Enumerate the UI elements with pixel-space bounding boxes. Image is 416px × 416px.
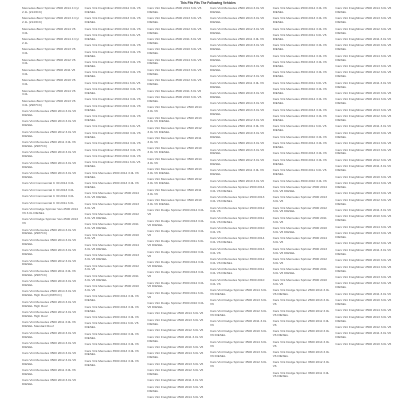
vehicle-entry: Cars Vint Mercedes 3500 2014 3.0L V6 (84, 342, 139, 347)
vehicle-entry: Cars Vint Freightliner 3500 2011 3.0L V6 DIESEL (84, 160, 141, 169)
vehicle-entry: Cars Vint Mercedes 2500 2013 3.0L V6 DIESEL (210, 107, 265, 116)
vehicle-entry: Cars Vint Mercedes 3500 2012 3.0L V6 DIESEL (147, 78, 202, 87)
vehicle-entry: Cars Vint Freightliner 2500 2013 3.0L V6 (335, 107, 392, 112)
vehicle-entry: Cars Vint Mercedes Sprinter 3500 2014 3.0L V6 DIESEL (210, 236, 265, 245)
vehicle-entry: Cars Vint Mercedes 3500 2013 3.0L V6 DIESEL (210, 63, 265, 72)
vehicle-entry: Cars Vint Mercedes 3500 2014 3.0L V6 DIESEL (272, 141, 327, 150)
vehicle-entry: Cars Vint Freightliner 3500 2014 3.0L V6 (335, 308, 392, 313)
vehicle-entry: Cars Vint Freightliner 2500 2012 3.0L V6 (84, 26, 141, 31)
vehicle-entry: Cars Vint Freightliner 3500 2012 3.0L V6 (335, 241, 392, 246)
vehicle-entry: Cars Vint Mercedes Sprinter 2500 2014 3.0L V6 DIESEL (84, 191, 139, 200)
vehicle-entry: Cars Vint Mercedes Sprinter 3500 2014 3.0L V6 (272, 236, 327, 245)
vehicle-entry: Cars Vint Mercedes 3500 2010 3.0L V6 DIESEL (22, 279, 77, 288)
vehicle-entry: Cars Vint Mercedes 3500 2014 3.0L V6 DIESEL (22, 160, 77, 169)
vehicle-entry: Cars Vint Mercedes 3500 2011 3.0L V6 DIESEL (2987CC) (22, 268, 76, 277)
vehicle-entry: Cars Vint Mercedes 3500 2012 3.0L V6 DIESEL (272, 157, 327, 166)
vehicle-entry: Cars Vint Freightliner 2500 2013 3.0L V6 DIESEL (84, 103, 141, 112)
vehicle-entry: Cars Vint Freightliner 2500 2010 3.0L V6 DIESEL (335, 130, 392, 139)
vehicle-entry: Cars Vint Mercedes 2500 2012 3.0L V6 (210, 118, 265, 123)
fitment-column (335, 7, 394, 402)
vehicle-entry: Cars Vint Freightliner 3500 2012 3.0L V6 DIESEL (84, 70, 141, 79)
vehicle-entry: Cars Vint Mercedes 3500 2014 3.0L V6 DIESEL (22, 341, 77, 349)
vehicle-entry: Cars Vint Mercedes 3500 2014 3.0L V6 DIESEL (22, 237, 77, 246)
vehicle-entry: Cars Vint Freightliner 2500 2011 3.0L V6 (335, 36, 392, 41)
vehicle-entry: Cars Vint Mercedes 2500 2013 3.0L V6 DIESEL (272, 16, 327, 25)
vehicle-entry: Cars Vint Dodge Sprinter 3500 2012 3.0L V6 (210, 360, 267, 369)
vehicle-entry: Mercedes-Benz Sprinter 2500 2013 V6 3.0L (2987CC) (22, 98, 76, 107)
vehicle-entry: Cars Vint Mercedes 2500 2013 3.0L V6 DIESEL High Roof (22, 299, 77, 308)
vehicle-entry: Cars Vint Commercial C 30 2013 3.0L (22, 187, 75, 192)
vehicle-entry: Cars Vint Mercedes Sprinter 2500 2013 3.0L V6 DIESEL (210, 195, 265, 204)
vehicle-entry: Cars Vint Mercedes 2500 2011 3.0L V6 DIESEL Standard Roof (22, 320, 76, 329)
vehicle-entry: Cars Vint Dodge Sprinter Van 2500 2013 V6 (22, 217, 78, 226)
vehicle-entry: Cars Vint Freightliner 2500 2011 3.0L V6 DIESEL (84, 33, 141, 41)
vehicle-entry: Cars Vint Mercedes 3500 2010 3.0L V6 (210, 178, 265, 183)
vehicle-entry: Cars Vint Mercedes 2500 2011 3.0L V6 DIESEL (272, 33, 327, 41)
vehicle-entry: Cars Vint Mercedes Sprinter 3500 2013 3.0L V6 (210, 246, 265, 255)
vehicle-entry: Cars Vint Mercedes 3500 2013 3.0L V6 DIESEL (210, 147, 265, 156)
vehicle-entry: Cars Vint Dodge Sprinter 2500 2014 3.0L V6 (147, 208, 204, 217)
vehicle-entry: Cars Vint Freightliner 3500 2013 3.0L V6 DIESEL (335, 231, 392, 240)
vehicle-entry: Cars Vint Freightliner 2500 2011 3.0L V6 (335, 124, 392, 129)
vehicle-entry: Cars Vint Mercedes Sprinter 3500 2011 3.0L V6 DIESEL (84, 273, 139, 282)
vehicle-entry: Cars Vint Mercedes Sprinter 2500 2014 3.0L V6 (147, 105, 202, 114)
vehicle-entry: Cars Vint Dodge Sprinter 2500 2011 3.0L V6 DIESEL (147, 239, 204, 248)
vehicle-entry: Cars Vint Mercedes Sprinter 3500 2012 3.0L V6 (84, 263, 139, 272)
vehicle-entry: Cars Vint Freightliner 3500 2011 3.0L V6 (84, 80, 141, 85)
vehicle-entry: Cars Vint Mercedes 2500 2010 3.0L V6 DIESEL (22, 330, 77, 339)
vehicle-entry: Cars Vint Mercedes 2500 2014 3.0L V6 DIESEL (84, 170, 139, 179)
vehicle-entry: Cars Vint Mercedes 2500 2010 3.0L V6 DIESEL (22, 150, 77, 159)
vehicle-entry: Cars Vint Mercedes Sprinter 3500 2010 3.0L V6 (210, 277, 265, 286)
vehicle-entry: Cars Vint Mercedes 3500 2013 3.0L V6 DIESEL (84, 348, 139, 357)
vehicle-entry: Cars Vint Freightliner 3500 2012 3.0L V6 DIESEL (147, 368, 204, 376)
vehicle-entry: Cars Vint Mercedes Sprinter 3500 2010 3.0L V6 (272, 277, 327, 286)
vehicle-entry: Cars Vint Freightliner 2500 2013 3.0L V6 (335, 274, 392, 279)
vehicle-entry: Cars Vint Freightliner 3500 2012 3.0L V6 (335, 157, 392, 162)
vehicle-entry: Cars Vint Freightliner 3500 2013 3.0L V6 DIESEL (335, 314, 392, 323)
vehicle-entry: Cars Vint Dodge Sprinter 3500 2014 3.0L V6 (272, 339, 330, 348)
vehicle-entry: Cars Vint Freightliner 3500 2014 3.0L V6 DIESEL (335, 53, 392, 62)
vehicle-entry: Cars Vint Dodge Sprinter 2500 2012 3.0L V6 (147, 228, 204, 237)
vehicle-entry: Cars Vint Mercedes 3500 2011 3.0L V6 (272, 80, 327, 85)
vehicle-entry: Cars Vint Freightliner 3500 2010 3.0L V6 DIESEL (84, 87, 141, 95)
vehicle-entry: Cars Vint Commercial C 30 2014 3.0L (22, 181, 75, 186)
vehicle-entry: Cars Vint Freightliner 2500 2010 3.0L V6 DIESEL (335, 43, 392, 52)
vehicle-entry: Cars Vint Freightliner 2500 2010 3.0L V6 (84, 43, 141, 48)
vehicle-entry: Cars Vint Freightliner 3500 2013 3.0L V6 DIESEL (84, 60, 141, 68)
vehicle-entry: Cars Vint Mercedes Sprinter 3500 2012 3.0L V6 DIESEL (210, 257, 265, 265)
vehicle-entry: Cars Vint Freightliner 2500 2014 3.0L V6 DIESEL (335, 6, 392, 14)
vehicle-entry: Mercedes-Benz Sprinter 2500 2014 V6 3.0L (22, 26, 76, 35)
vehicle-entry: Cars Vint Mercedes Sprinter 3500 2014 3.0L V6 (147, 156, 202, 165)
vehicle-entry: Cars Vint Mercedes 2500 2014 3.0L V6 DIESEL High Roof (2987CC) (22, 289, 77, 298)
vehicle-entry: Cars Vint Mercedes Sprinter 3500 2013 3.0L V6 DIESEL (147, 167, 202, 175)
vehicle-entry: Cars Vint Freightliner 2500 2010 3.0L V6 DIESEL (84, 130, 141, 139)
vehicle-entry: Cars Vint Mercedes Sprinter 2500 2014 3.0L V6 DIESEL (210, 184, 265, 193)
vehicle-entry: Cars Vint Mercedes 2500 2014 3.0L V6 DIESEL (272, 97, 327, 106)
vehicle-entry: Cars Vint Freightliner 3500 2014 3.0L V6 DIESEL (84, 49, 141, 58)
vehicle-entry: Mercedes-Benz Sprinter 3500 2014 4 Cyl 2.1L (22, 36, 79, 45)
vehicle-entry: Cars Vint Mercedes 3500 2010 3.0L V6 DIESEL (272, 87, 327, 95)
vehicle-entry: Cars Vint Mercedes Sprinter 3500 2013 3.0L V6 DIESEL (272, 246, 327, 255)
vehicle-entry: Cars Vint Mercedes 3500 2012 3.0L V6 DIESEL (22, 258, 77, 267)
vehicle-entry: Cars Vint Mercedes 3500 2011 3.0L V6 DIESEL (210, 80, 264, 89)
vehicle-entry: Cars Vint Mercedes Sprinter 2500 2011 3.0L V6 (147, 136, 202, 145)
vehicle-entry: Cars Vint Mercedes Sprinter 3500 2011 3.0L V6 (147, 187, 202, 196)
vehicle-entry: Cars Vint Mercedes Sprinter 2500 2014 3.0L V6 DIESEL (272, 184, 327, 193)
vehicle-entry: Cars Vint Freightliner 2500 2014 3.0L V6 DIESEL (335, 181, 392, 189)
vehicle-entry: Cars Vint Freightliner 2500 2013 3.0L V6 DIESEL (84, 16, 141, 25)
vehicle-entry: Cars Vint Dodge Sprinter 2500 2011 3.0L V6 (272, 318, 330, 327)
vehicle-entry: Cars Vint Freightliner 3500 2014 3.0L V6 (84, 141, 141, 146)
vehicle-entry: Cars Vint Mercedes 3500 2014 3.0L V6 (210, 141, 265, 146)
vehicle-entry: Cars Vint Dodge Sprinter 2500 2011 3.0L V6 (210, 318, 267, 327)
vehicle-entry: Cars Vint Mercedes 2500 2014 3.0L V6 DIESEL (210, 6, 265, 14)
vehicle-entry: Cars Vint Mercedes Sprinter 2500 2011 3.0L V6 DIESEL (84, 222, 139, 231)
vehicle-entry: Cars Vint Freightliner 2500 2011 3.0L V6 (335, 291, 392, 296)
vehicle-entry: Cars Vint Freightliner 3500 2013 3.0L V6 (335, 63, 392, 68)
vehicle-entry: Cars Vint Mercedes 2500 2010 3.0L V6 DIESEL (210, 43, 265, 52)
vehicle-entry: Cars Vint Freightliner 3500 2014 3.0L V6 DIESEL (147, 351, 204, 360)
vehicle-entry: Cars Vint Freightliner 3500 2010 3.0L V6 (335, 174, 392, 179)
fitment-column (85, 7, 144, 402)
vehicle-entry: Mercedes-Benz Sprinter 3500 2012 V6 3.0L (22, 57, 76, 66)
vehicle-entry: Cars Vint Freightliner 2500 2014 3.0L V6 DIESEL (335, 264, 392, 273)
vehicle-entry: Cars Vint Freightliner 3500 2014 3.0L V6 (335, 141, 392, 146)
vehicle-entry: Cars Vint Mercedes 2500 2012 3.0L V6 DIESEL (147, 26, 202, 35)
vehicle-entry: Cars Vint Freightliner 2500 2011 3.0L V6 (335, 208, 392, 213)
vehicle-entry: Cars Vint Freightliner 2500 2012 3.0L V6 DIESEL (335, 197, 392, 206)
vehicle-entry: Cars Vint Mercedes 3500 2012 3.0L V6 DIESEL (210, 157, 265, 166)
vehicle-entry: Cars Vint Dodge Sprinter 3500 2011 3.0L V6 (147, 290, 204, 299)
vehicle-entry: Cars Vint Dodge Sprinter 3500 2013 3.0L V6 DIESEL (210, 349, 267, 358)
vehicle-entry: Cars Vint Mercedes 2500 2010 3.0L V6 DIESEL (147, 47, 202, 56)
vehicle-entry: Cars Vint Mercedes Sprinter 2500 2013 3.0L V6 DIESEL (147, 115, 202, 124)
vehicle-entry: Cars Vint Freightliner 2500 2011 3.0L V6 DIESEL (147, 334, 204, 343)
vehicle-entry: Cars Vint Freightliner 2500 2010 3.0L V6 DIESEL (335, 298, 392, 306)
vehicle-entry: Cars Vint Mercedes 2500 2014 3.0L V6 DIESEL (147, 6, 202, 14)
vehicle-entry: Cars Vint Mercedes 2500 2012 3.0L V6 DIESEL (22, 129, 77, 138)
vehicle-entry: Cars Vint Mercedes Sprinter 3500 2010 3.0L V6 DIESEL (147, 198, 202, 206)
vehicle-entry: Cars Vint Freightliner 3500 2011 3.0L V6 DIESEL (335, 331, 392, 340)
vehicle-entry: Cars Vint Mercedes 2500 2014 3.0L V6 (210, 101, 265, 106)
vehicle-entry: Cars Vint Freightliner 3500 2013 3.0L V6 (84, 147, 141, 152)
vehicle-entry: Cars Vint Mercedes 3500 2013 3.0L V6 DIESEL (272, 60, 327, 68)
vehicle-entry: Cars Vint Mercedes 3500 2014 3.0L V6 DIESEL (147, 57, 202, 66)
vehicle-entry: Cars Vint Dodge Sprinter Van 2500 2014 V6 3.0L DIESEL (22, 206, 78, 215)
vehicle-entry: Mercedes-Benz Sprinter 2500 2014 V6 3.0L (22, 88, 76, 97)
vehicle-entry: Cars Vint Mercedes 2500 2011 3.0L V6 DIESEL (147, 36, 202, 45)
vehicle-entry: Cars Vint Mercedes Sprinter 3500 2012 3.0L V6 DIESEL (147, 177, 202, 186)
vehicle-entry: Cars Vint Mercedes Sprinter 3500 2011 3.0L V6 DIESEL (272, 267, 327, 276)
vehicle-entry: Cars Vint Freightliner 3500 2014 3.0L V6 (335, 224, 392, 229)
vehicle-entry: Cars Vint Mercedes Sprinter 2500 2012 3.0L V6 DIESEL (147, 125, 202, 134)
vehicle-entry: Cars Vint Mercedes Sprinter 2500 2012 3.0L V6 DIESEL (272, 205, 327, 214)
vehicle-entry: Cars Vint Mercedes 2500 2013 3.0L V6 DIESEL (84, 304, 139, 313)
vehicle-entry: Mercedes-Benz Sprinter 3500 2011 V6 3.0L (22, 67, 76, 76)
vehicle-entry: Cars Vint Mercedes 3500 2014 3.0L V6 (272, 53, 327, 58)
vehicle-entry: Cars Vint Mercedes Sprinter 2500 2011 3.0L V6 DIESEL (210, 215, 265, 224)
vehicle-entry: Cars Vint Mercedes 3500 2012 3.0L V6 DIESEL (272, 70, 327, 79)
vehicle-entry: Cars Vint Freightliner 2500 2014 3.0L V6 (147, 395, 204, 400)
vehicle-entry: Cars Vint Mercedes 2500 2012 3.0L V6 (84, 315, 139, 320)
page-title: This Fits Fits The Following Vehicles (180, 1, 236, 5)
vehicle-entry: Cars Vint Mercedes 2500 2011 3.0L V6 DIESEL (272, 124, 327, 133)
vehicle-entry: Cars Vint Dodge Sprinter 3500 2012 3.0L V6 DIESEL (147, 280, 204, 289)
vehicle-entry: Cars Vint Mercedes 2500 2011 3.0L V6 DIESEL (2987CC) (22, 140, 76, 148)
vehicle-entry: Cars Vint Freightliner 2500 2014 3.0L V6 (84, 97, 141, 102)
vehicle-entry: Cars Vint Mercedes Sprinter 2500 2013 3.0L V6 (272, 195, 327, 204)
vehicle-entry: Cars Vint Mercedes 2500 2011 3.0L V6 (210, 36, 264, 41)
vehicle-entry: Cars Vint Mercedes 2500 2012 3.0L V6 DIESEL (272, 114, 327, 123)
vehicle-entry: Mercedes-Benz Sprinter 2500 2013 4 Cyl 2.1L (2143CC) (22, 16, 79, 25)
vehicle-entry: Cars Vint Freightliner 3500 2013 3.0L V6 DIESEL (335, 147, 392, 156)
vehicle-entry: Cars Vint Mercedes 2500 2012 3.0L V6 (272, 26, 327, 31)
vehicle-entry: Cars Vint Mercedes 3500 2013 3.0L V6 DIESEL (22, 171, 77, 179)
vehicle-entry: Mercedes-Benz Sprinter 3500 2010 V6 3.0L (22, 78, 76, 87)
fitment-column (210, 7, 269, 402)
vehicle-entry: Cars Vint Dodge Sprinter 2500 2014 3.0L V6 DIESEL (210, 288, 267, 296)
vehicle-entry: Mercedes-Benz Sprinter 2500 2014 4 Cyl 2.1L (2143CC) (22, 6, 79, 14)
vehicle-entry: Cars Vint Mercedes Sprinter 3500 2014 3.0L V6 DIESEL (84, 242, 139, 251)
vehicle-entry: Cars Vint Freightliner 2500 2012 3.0L V6 DIESEL (84, 114, 141, 123)
vehicle-entry: Cars Vint Mercedes Sprinter 2500 2010 3.0L V6 DIESEL (272, 226, 327, 235)
vehicle-entry: Cars Vint Mercedes Sprinter 2500 2012 3.0L V6 (210, 205, 265, 214)
fitment-column (147, 7, 206, 402)
vehicle-entry: Cars Vint Freightliner 3500 2010 3.0L V6 DIESEL (147, 384, 204, 393)
vehicle-entry: Cars Vint Mercedes Sprinter 2500 2011 3.0L V6 (272, 215, 327, 224)
vehicle-entry: Cars Vint Mercedes 3500 2013 3.0L V6 (272, 151, 327, 156)
vehicle-entry: Cars Vint Mercedes 3500 2011 3.0L V6 DIESEL (210, 168, 264, 177)
vehicle-entry: Cars Vint Dodge Sprinter 3500 2013 3.0L V6 (147, 270, 204, 279)
vehicle-entry: Cars Vint Mercedes Sprinter 3500 2012 3.0L V6 (272, 257, 327, 265)
vehicle-entry: Cars Vint Freightliner 2500 2014 3.0L V6 (147, 311, 204, 316)
vehicle-entry: Cars Vint Dodge Sprinter 2500 2013 3.0L V6 (210, 298, 267, 307)
vehicle-entry: Cars Vint Freightliner 2500 2013 3.0L V6 (335, 191, 392, 196)
vehicle-entry: Cars Vint Freightliner 2500 2011 3.0L V6 (84, 124, 141, 129)
vehicle-entry: Cars Vint Freightliner 2500 2010 3.0L V6 (147, 344, 204, 349)
vehicle-entry: Cars Vint Mercedes 3500 2011 3.0L V6 DIESEL (22, 368, 76, 376)
vehicle-entry: Cars Vint Mercedes 2500 2013 3.0L V6 (272, 107, 327, 112)
vehicle-entry: Cars Vint Mercedes 2500 2013 3.0L V6 DIESEL (210, 16, 265, 25)
vehicle-entry: Cars Vint Commercial C 30 2011 3.0L (22, 200, 74, 205)
vehicle-entry: Cars Vint Mercedes 3500 2013 3.0L V6 DIESEL (22, 248, 77, 257)
vehicle-entry: Cars Vint Freightliner 3500 2012 3.0L V6 DIESEL (335, 70, 392, 79)
vehicle-entry: Cars Vint Mercedes Sprinter 2500 2010 3.0L V6 (84, 232, 139, 241)
vehicle-entry: Cars Vint Dodge Sprinter 2500 2012 3.0L V6 DIESEL (210, 308, 267, 317)
vehicle-entry: Cars Vint Freightliner 2500 2010 3.0L V6 DIESEL (335, 214, 392, 223)
vehicle-entry: Cars Vint Mercedes 3500 2010 3.0L V6 (272, 178, 327, 183)
vehicle-entry: Cars Vint Mercedes 2500 2010 3.0L V6 DIESEL (272, 43, 327, 52)
vehicle-entry: Cars Vint Dodge Sprinter 3500 2014 3.0L V6 (210, 339, 267, 348)
vehicle-entry: Cars Vint Dodge Sprinter 3500 2013 3.0L V6 DIESEL (272, 349, 330, 358)
vehicle-entry: Cars Vint Mercedes 2500 2013 3.0L V6 DIESEL (84, 181, 139, 189)
vehicle-entry: Cars Vint Mercedes 2500 2010 3.0L V6 (272, 134, 327, 139)
vehicle-entry: Cars Vint Freightliner 3500 2011 3.0L V6 DIESEL (335, 164, 392, 173)
vehicle-entry: Cars Vint Mercedes 3500 2010 3.0L V6 DIESEL (210, 91, 265, 99)
vehicle-entry: Cars Vint Mercedes 2500 2013 3.0L V6 DIESEL (22, 119, 77, 128)
vehicle-entry: Cars Vint Mercedes 3500 2011 3.0L V6 DIESEL (272, 168, 327, 177)
vehicle-entry: Cars Vint Mercedes 3500 2010 3.0L V6 DIESEL (22, 378, 77, 387)
fitment-column (273, 7, 332, 402)
vehicle-entry: Cars Vint Freightliner 3500 2011 3.0L V6 (147, 378, 204, 383)
vehicle-entry: Cars Vint Freightliner 3500 2010 3.0L V6 (335, 91, 392, 95)
vehicle-entry: Cars Vint Freightliner 2500 2013 3.0L V6 DIESEL (335, 16, 392, 25)
vehicle-entry: Cars Vint Mercedes 2500 2011 3.0L V6 DIESEL (84, 321, 139, 330)
vehicle-entry: Cars Vint Mercedes 3500 2012 3.0L V6 DIESEL (22, 357, 77, 366)
fitment-column (22, 7, 81, 402)
vehicle-entry: Cars Vint Mercedes 2500 2014 3.0L V6 DIESEL (272, 6, 327, 14)
vehicle-entry: Cars Vint Mercedes Sprinter 3500 2013 3.0L V6 DIESEL (84, 253, 139, 262)
vehicle-entry: Cars Vint Mercedes Sprinter 3500 2011 3.0L V6 DIESEL (210, 267, 265, 276)
vehicle-entry: Cars Vint Dodge Sprinter 2500 2010 3.0L V6 (147, 249, 204, 258)
vehicle-entry: Cars Vint Mercedes 2500 2012 3.0L V6 DIESEL High Roof (22, 310, 77, 318)
vehicle-entry: Cars Vint Mercedes 2500 2014 3.0L V6 DIESEL (84, 294, 139, 303)
vehicle-entry: Cars Vint Dodge Sprinter 2500 2010 3.0L V6 DIESEL (272, 329, 330, 338)
vehicle-entry: Cars Vint Freightliner 2500 2013 3.0L V6 DIESEL (147, 317, 204, 326)
vehicle-entry: Cars Vint Mercedes 3500 2013 3.0L V6 (22, 351, 77, 356)
vehicle-entry: Mercedes-Benz Sprinter 3500 2013 V6 3.0L (22, 47, 76, 56)
vehicle-entry: Cars Vint Freightliner 2500 2014 3.0L V6 DIESEL (335, 97, 392, 106)
vehicle-entry: Cars Vint Freightliner 3500 2012 3.0L V6 (335, 325, 392, 330)
vehicle-entry: Cars Vint Mercedes Sprinter 2500 2013 3.0L V6 (84, 201, 139, 210)
vehicle-entry: Cars Vint Mercedes 3500 2014 3.0L V6 DIESEL (210, 53, 265, 62)
vehicle-entry: Cars Vint Mercedes 2500 2010 3.0L V6 DIESEL (210, 130, 265, 139)
vehicle-entry: Cars Vint Freightliner 2500 2012 3.0L V6 DIESEL (335, 281, 392, 290)
vehicle-entry: Cars Vint Dodge Sprinter 2500 2010 3.0L V6 DIESEL (210, 329, 267, 338)
vehicle-entry: Cars Vint Mercedes Sprinter 2500 2010 3.0L V6 DIESEL (147, 146, 202, 155)
vehicle-entry: Cars Vint Mercedes 3500 2010 3.0L V6 DIESEL (147, 94, 202, 103)
vehicle-entry: Cars Vint Mercedes 2500 2010 3.0L V6 DIESEL (84, 331, 139, 340)
vehicle-entry: Cars Vint Commercial C 30 2012 3.0L (22, 194, 75, 199)
vehicle-entry: Cars Vint Dodge Sprinter 3500 2010 3.0L V6 DIESEL (147, 301, 204, 310)
vehicle-entry: Cars Vint Mercedes 3500 2012 3.0L V6 DIESEL (84, 358, 139, 367)
vehicle-entry: Cars Vint Freightliner 2500 2012 3.0L V6 (147, 328, 204, 333)
vehicle-entry: Cars Vint Freightliner 2500 2014 3.0L V6 DIESEL (84, 6, 141, 14)
fitment-columns (22, 7, 394, 402)
vehicle-entry: Cars Vint Mercedes 3500 2013 3.0L V6 DIESEL (147, 67, 202, 76)
vehicle-entry: Cars Vint Dodge Sprinter 2500 2013 3.0L V6 (272, 298, 330, 307)
vehicle-entry: Cars Vint Freightliner 2500 2012 3.0L V6 DIESEL (335, 26, 392, 35)
vehicle-entry: Cars Vint Freightliner 3500 2010 3.0L V6 (335, 341, 392, 346)
vehicle-entry: Cars Vint Mercedes Sprinter 2500 2012 3.0L V6 DIESEL (84, 211, 139, 220)
vehicle-entry: Cars Vint Mercedes 3500 2012 3.0L V6 (210, 74, 265, 79)
vehicle-entry: Cars Vint Dodge Sprinter 2500 2014 3.0L V6 DIESEL (272, 288, 330, 296)
vehicle-entry: Cars Vint Freightliner 3500 2013 3.0L V6 (147, 361, 204, 366)
vehicle-entry: Cars Vint Mercedes 2500 2012 3.0L V6 DIESEL (210, 26, 265, 35)
vehicle-entry: Cars Vint Freightliner 3500 2011 3.0L V6 DIESEL (335, 80, 392, 89)
vehicle-entry: Cars Vint Freightliner 2500 2012 3.0L V6 DIESEL (335, 114, 392, 123)
vehicle-entry: Cars Vint Dodge Sprinter 2500 2013 3.0L V6 DIESEL (147, 218, 204, 227)
vehicle-entry: Cars Vint Dodge Sprinter 3500 2012 3.0L V6 (272, 360, 330, 369)
vehicle-entry: Cars Vint Dodge Sprinter 3500 2014 3.0L V6 DIESEL (147, 259, 204, 268)
vehicle-entry: Cars Vint Freightliner 3500 2011 3.0L V6 DIESEL (335, 247, 392, 256)
vehicle-entry: Cars Vint Dodge Sprinter 3500 2011 3.0L V6 DIESEL (272, 370, 330, 379)
vehicle-entry: Cars Vint Mercedes 2500 2014 3.0L V6 DIESEL (22, 109, 77, 118)
vehicle-entry: Cars Vint Freightliner 3500 2012 3.0L V6 (84, 153, 141, 158)
vehicle-entry: Cars Vint Mercedes Sprinter 2500 2010 3.0L V6 (210, 226, 265, 235)
vehicle-entry: Cars Vint Mercedes 2500 2013 3.0L V6 DIESEL (147, 16, 202, 25)
vehicle-entry: Cars Vint Mercedes 2500 2014 3.0L V6 DIESEL (2987CC) (22, 227, 77, 236)
vehicle-entry: Cars Vint Mercedes Sprinter 3500 2010 3.0L V6 (84, 284, 139, 293)
vehicle-entry: Cars Vint Freightliner 3500 2010 3.0L V6 (335, 258, 392, 263)
vehicle-entry: Cars Vint Dodge Sprinter 2500 2012 3.0L V6 DIESEL (272, 308, 330, 317)
vehicle-entry: Cars Vint Mercedes 2500 2011 3.0L V6 (210, 124, 264, 129)
vehicle-entry: Cars Vint Mercedes 3500 2011 3.0L V6 (147, 88, 202, 93)
